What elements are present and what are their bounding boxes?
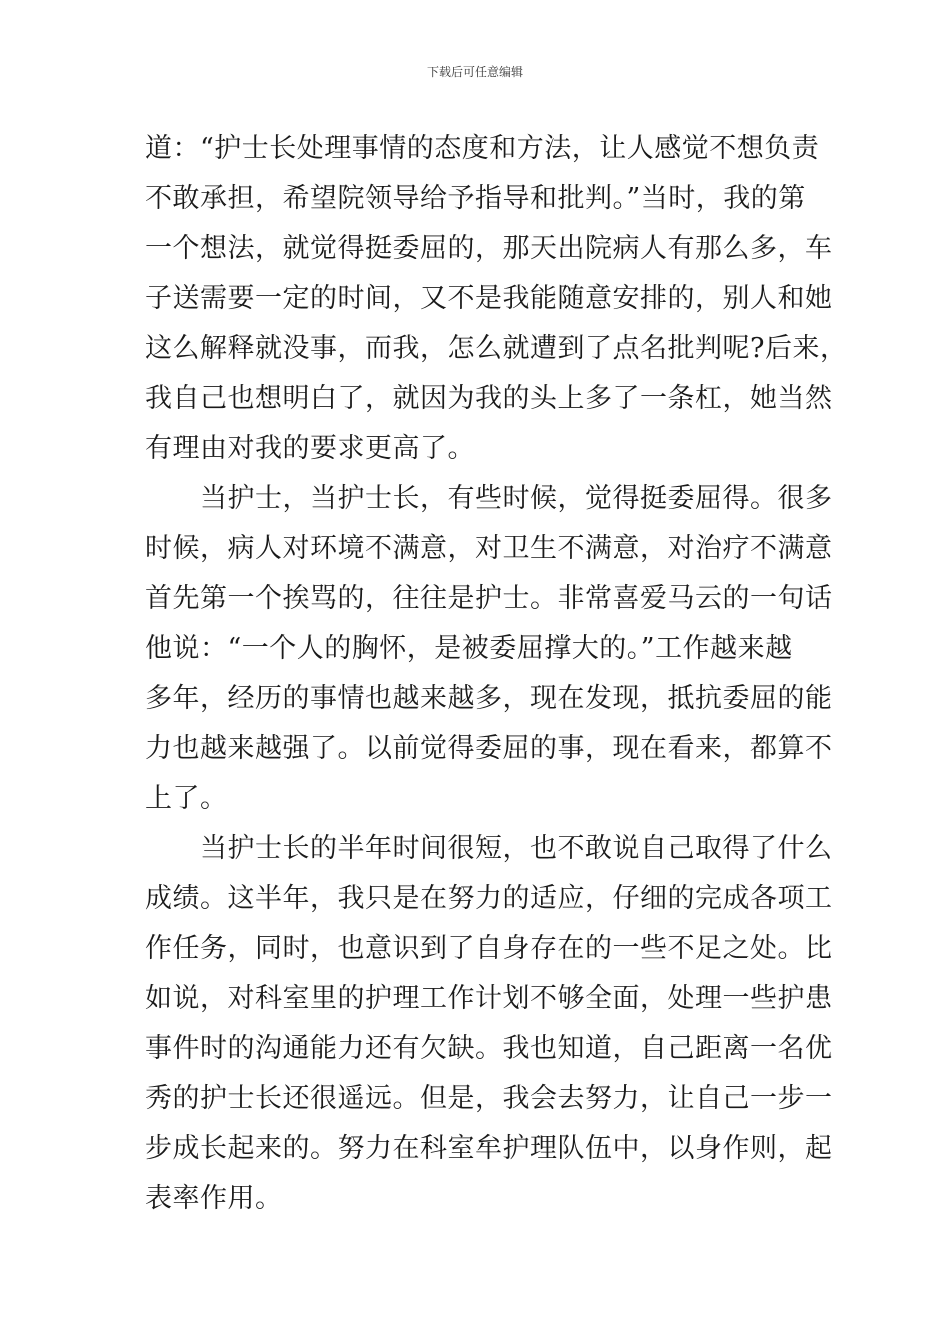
text-line: 如说，对科室里的护理工作计划不够全面，处理一些护患	[145, 983, 833, 1014]
text-line: 成绩。这半年，我只是在努力的适应，仔细的完成各项工	[145, 883, 833, 914]
text-line: 首先第一个挨骂的，往往是护士。非常喜爱马云的一句话	[145, 583, 833, 614]
text-line: 作任务，同时，也意识到了自身存在的一些不足之处。比	[145, 933, 833, 964]
text-line: 秀的护士长还很遥远。但是，我会去努力，让自己一步一	[145, 1083, 833, 1114]
text-line: 他说：“一个人的胸怀，是被委屈撑大的。”工作越来越	[145, 633, 793, 664]
text-line: 子送需要一定的时间，又不是我能随意安排的，别人和她	[145, 283, 833, 314]
text-line: 道：“护士长处理事情的态度和方法，让人感觉不想负责	[145, 133, 820, 164]
text-line: 这么解释就没事，而我，怎么就遭到了点名批判呢?后来，	[145, 333, 848, 364]
text-line: 步成长起来的。努力在科室牟护理队伍中，以身作则，起	[145, 1133, 833, 1164]
text-line: 当护士，当护士长，有些时候，觉得挺委屈得。很多	[145, 483, 833, 514]
text-line: 力也越来越强了。以前觉得委屈的事，现在看来，都算不	[145, 733, 833, 764]
text-line: 事件时的沟通能力还有欠缺。我也知道，自己距离一名优	[145, 1033, 833, 1064]
text-line: 不敢承担，希望院领导给予指导和批判。”当时，我的第	[145, 183, 806, 214]
text-line: 我自己也想明白了，就因为我的头上多了一条杠，她当然	[145, 383, 833, 414]
text-line: 当护士长的半年时间很短，也不敢说自己取得了什么	[145, 833, 833, 864]
text-line: 有理由对我的要求更高了。	[145, 433, 475, 464]
text-line: 一个想法，就觉得挺委屈的，那天出院病人有那么多，车	[145, 233, 833, 264]
text-line: 表率作用。	[145, 1183, 283, 1214]
text-line: 多年，经历的事情也越来越多，现在发现，抵抗委屈的能	[145, 683, 833, 714]
page-header: 下载后可任意编辑	[426, 65, 523, 79]
text-line: 时候，病人对环境不满意，对卫生不满意，对治疗不满意	[145, 533, 833, 564]
body-text	[145, 124, 848, 1224]
text-line: 上了。	[145, 783, 228, 814]
